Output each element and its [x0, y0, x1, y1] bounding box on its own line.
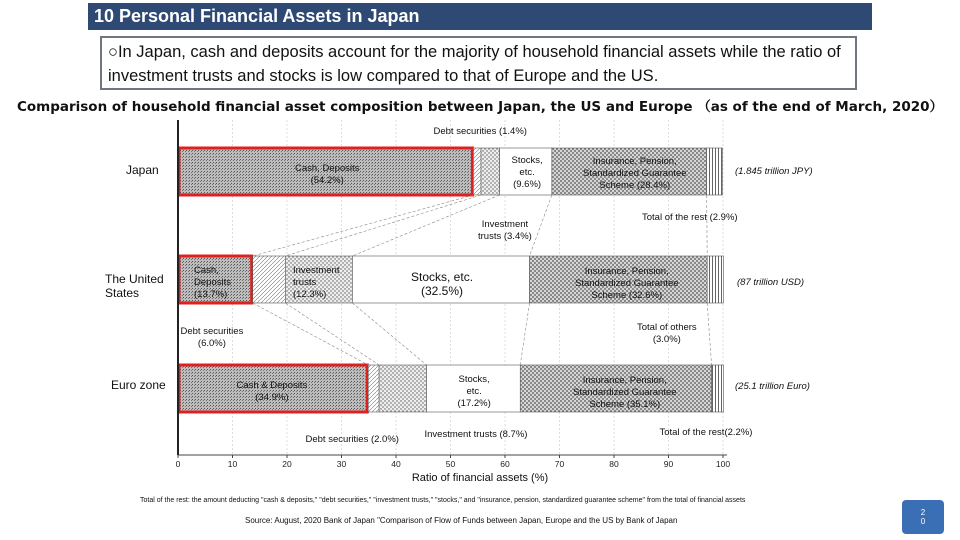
segment-label-stocks: Stocks, etc. (32.5%)	[411, 270, 474, 298]
x-tick-label: 30	[336, 459, 347, 469]
segment-label-rest: Total of the rest(2.2%)	[659, 427, 753, 438]
row-total-label: (1.845 trillion JPY)	[735, 166, 813, 177]
row-total-label: (87 trillion USD)	[737, 277, 805, 288]
segment-label-stocks: Stocks, etc. (17.2%)	[457, 374, 491, 409]
connector-line	[253, 303, 369, 365]
segment-label-insurance: Insurance, Pension, Standardized Guarantee Scheme (28.4%)	[583, 156, 687, 191]
chart-title: Comparison of household financial asset composition between Japan, the US and Europe （as of the end of March, 2020）	[16, 99, 944, 115]
connector-line	[285, 195, 481, 256]
connector-line	[253, 195, 474, 256]
bar-segment-debt	[368, 365, 379, 412]
segment-label-rest: Total of others (3.0%)	[637, 322, 697, 345]
row-label: Euro zone	[111, 378, 166, 392]
connector-line	[520, 303, 529, 365]
source-note: Source: August, 2020 Bank of Japan "Comparison of Flow of Funds between Japan, Europe and the US by Bank of Japan	[245, 516, 678, 525]
x-tick-label: 80	[609, 459, 619, 469]
row-label: Japan	[126, 163, 159, 177]
segment-label-insurance: Insurance, Pension, Standardized Guarantee Scheme (32.6%)	[575, 266, 679, 301]
x-tick-label: 50	[445, 459, 456, 469]
row-label: The United States	[105, 272, 164, 300]
x-tick-label: 40	[391, 459, 401, 469]
x-tick-label: 100	[715, 459, 731, 469]
segment-label-cash: Cash, Deposits (13.7%)	[194, 265, 231, 300]
segment-label-trust: Investment trusts (12.3%)	[293, 265, 340, 300]
bar-segment-rest	[707, 148, 723, 195]
bar-segment-debt	[473, 148, 481, 195]
segment-label-debt: Debt securities (1.4%)	[433, 126, 527, 137]
x-tick-label: 70	[554, 459, 565, 469]
page-number-badge	[902, 500, 944, 534]
segment-label-insurance: Insurance, Pension, Standardized Guarantee Scheme (35.1%)	[573, 375, 677, 410]
segment-label-debt: Debt securities (2.0%)	[305, 434, 399, 445]
summary-box: ○In Japan, cash and deposits account for the majority of household financial assets while the ratio of investment trusts and stocks is low compared to that of Europe and the US.	[100, 36, 857, 90]
bar-segment-rest	[707, 256, 723, 303]
x-tick-label: 90	[663, 459, 674, 469]
x-tick-label: 0	[175, 459, 181, 469]
bar-segment-rest	[712, 365, 724, 412]
segment-label-cash: Cash & Deposits (34.9%)	[236, 380, 308, 403]
footnote: Total of the rest: the amount deducting "cash & deposits," "debt securities," "investment trusts," "stocks," and "insurance, pension, standardized guarantee scheme" from the total of financial assets	[140, 497, 746, 504]
segment-label-trust: Investment trusts (8.7%)	[424, 429, 528, 440]
segment-label-trust: Investment trusts (3.4%)	[478, 219, 532, 242]
page-number: 2 0	[920, 508, 926, 526]
segment-label-cash: Cash, Deposits (54.2%)	[295, 163, 360, 186]
x-tick-label: 10	[227, 459, 238, 469]
bar-segment-trust	[379, 365, 426, 412]
segment-label-stocks: Stocks, etc. (9.6%)	[511, 155, 543, 190]
row-total-label: (25.1 trillion Euro)	[735, 381, 810, 392]
slide-title: 10 Personal Financial Assets in Japan	[94, 6, 420, 26]
x-tick-label: 60	[500, 459, 510, 469]
connector-line	[530, 195, 552, 256]
bar-segment-debt	[253, 256, 286, 303]
connector-line	[707, 303, 711, 365]
connector-line	[352, 303, 426, 365]
connector-line	[285, 303, 379, 365]
connector-line	[707, 195, 708, 256]
x-axis-label: Ratio of financial assets (%)	[411, 472, 549, 484]
x-tick-label: 20	[282, 459, 292, 469]
segment-label-debt: Debt securities (6.0%)	[180, 326, 244, 349]
segment-label-rest: Total of the rest (2.9%)	[642, 212, 738, 223]
bar-segment-trust	[481, 148, 500, 195]
